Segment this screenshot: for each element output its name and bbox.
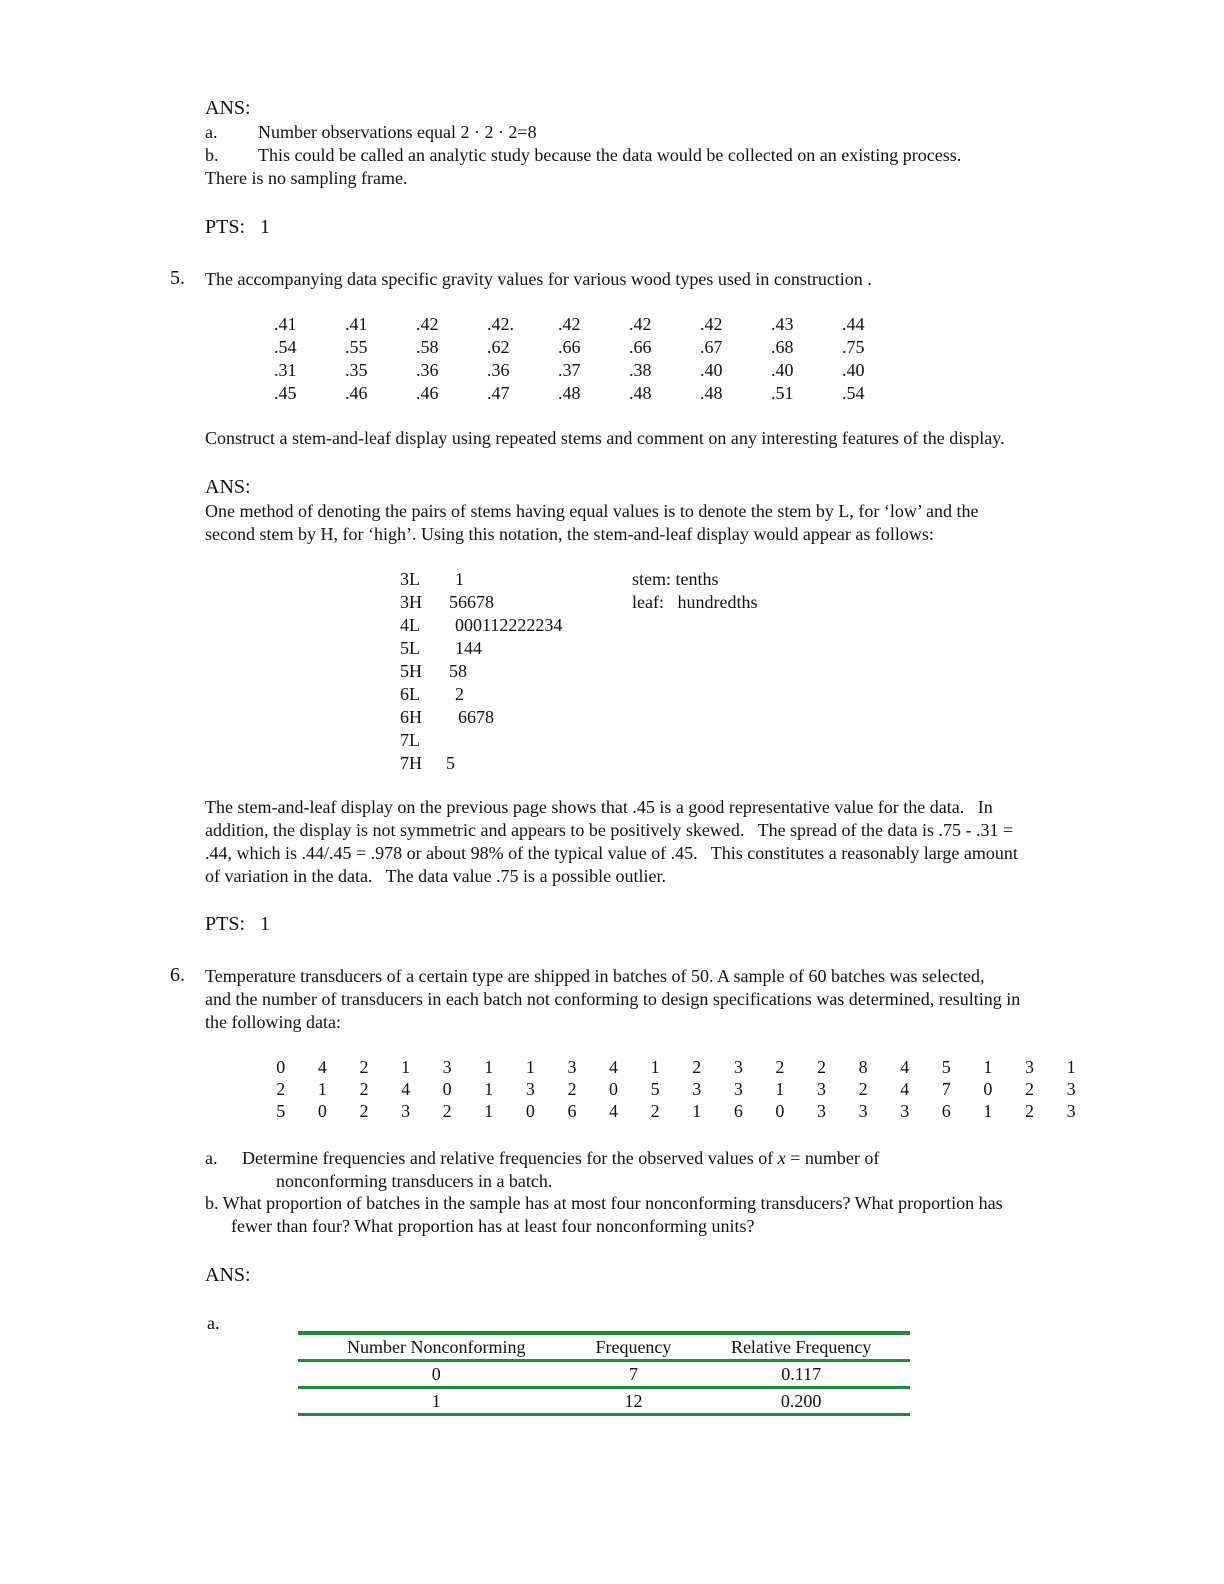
data-cell: 3	[1066, 1079, 1076, 1099]
data-cell: 1	[650, 1057, 660, 1077]
table-cell: 0.200	[780, 1390, 822, 1411]
stem-leaf-row	[400, 706, 562, 729]
question-number: 5.	[170, 267, 185, 289]
data-cell: 3	[900, 1101, 910, 1121]
part-a-text: Determine frequencies and relative frequencies for the observed values of x = number of	[242, 1148, 880, 1168]
data-cell: 2	[817, 1057, 827, 1077]
comment-line: addition, the display is not symmetric and appears to be positively skewed. The spread of the data is .75 - .31 =	[205, 820, 1014, 840]
column-header: Relative Frequency	[730, 1336, 872, 1357]
ans-a-marker: a.	[205, 122, 218, 142]
data-cell: 3	[525, 1079, 535, 1099]
leaf: 000112222234	[455, 615, 563, 635]
data-cell: .44	[842, 314, 865, 334]
data-cell: .42	[629, 314, 652, 334]
table-cell: 7	[628, 1363, 638, 1384]
ans-label: ANS:	[205, 97, 251, 119]
data-cell: .54	[842, 383, 865, 403]
data-cell: .36	[487, 360, 510, 380]
data-cell: .42	[416, 314, 439, 334]
data-cell: 0	[442, 1079, 452, 1099]
frequency-table	[298, 1331, 910, 1416]
leaf: 58	[449, 661, 467, 681]
stem: 5L	[400, 638, 420, 658]
data-cell: .41	[274, 314, 297, 334]
data-cell: 1	[692, 1101, 702, 1121]
data-cell: 3	[858, 1101, 868, 1121]
data-cell: 0	[525, 1101, 535, 1121]
instruction: Construct a stem-and-leaf display using repeated stems and comment on any interesting features of the display.	[205, 428, 1005, 448]
data-cell: 2	[359, 1057, 369, 1077]
comment-line: .44, which is .44/.45 = .978 or about 98% of the typical value of .45. This constitutes a reasonably large amount	[205, 843, 1018, 863]
data-cell: 1	[983, 1057, 993, 1077]
data-cell: .45	[274, 383, 297, 403]
data-cell: 3	[567, 1057, 577, 1077]
data-cell: 4	[401, 1079, 411, 1099]
data-cell: 3	[817, 1101, 827, 1121]
data-cell: 4	[317, 1057, 327, 1077]
question-number: 6.	[170, 964, 185, 986]
stem-leaf-row	[400, 729, 562, 752]
data-cell: 2	[1024, 1079, 1034, 1099]
data-cell: 2	[858, 1079, 868, 1099]
data-cell: 1	[484, 1079, 494, 1099]
answer-text: One method of denoting the pairs of stems having equal values is to denote the stem by L, for ‘low’ and the	[205, 501, 979, 521]
data-cell: 6	[733, 1101, 743, 1121]
stem: 6H	[400, 707, 422, 727]
data-cell: 2	[567, 1079, 577, 1099]
data-cell: .55	[345, 337, 368, 357]
ans-label: ANS:	[205, 1264, 251, 1286]
ans-a-marker: a.	[207, 1313, 220, 1333]
data-cell: 1	[1066, 1057, 1076, 1077]
data-cell: 0	[609, 1079, 619, 1099]
data-cell: 1	[525, 1057, 535, 1077]
data-cell: 2	[1024, 1101, 1034, 1121]
data-cell: .54	[274, 337, 297, 357]
stem: 6L	[400, 684, 420, 704]
data-cell: .46	[416, 383, 439, 403]
leaf: 6678	[458, 707, 494, 727]
data-cell: 4	[900, 1057, 910, 1077]
stem-leaf-row	[400, 614, 562, 637]
table-row	[298, 1361, 910, 1388]
data-cell: .43	[771, 314, 794, 334]
data-cell: .58	[416, 337, 439, 357]
data-cell: 2	[442, 1101, 452, 1121]
leaf: 1	[455, 569, 464, 589]
comment-line: of variation in the data. The data value .75 is a possible outlier.	[205, 866, 667, 886]
data-cell: 3	[733, 1079, 743, 1099]
stem: 4L	[400, 615, 420, 635]
data-cell: 6	[567, 1101, 577, 1121]
leaf: 5	[446, 753, 455, 773]
data-cell: 4	[900, 1079, 910, 1099]
points: PTS: 1	[205, 216, 271, 238]
data-table	[260, 1056, 1092, 1122]
data-cell: .67	[700, 337, 723, 357]
table-cell: 0	[431, 1363, 441, 1384]
data-cell: 2	[359, 1101, 369, 1121]
stem: 7L	[400, 730, 420, 750]
ans-b-continuation: There is no sampling frame.	[205, 168, 408, 188]
part-b-text: b. What proportion of batches in the sample has at most four nonconforming transducers? What proportion has	[205, 1193, 1003, 1213]
table-cell: 12	[624, 1390, 643, 1411]
stem-leaf-row	[400, 660, 562, 683]
data-cell: .47	[487, 383, 510, 403]
question-prompt: the following data:	[205, 1012, 341, 1032]
data-cell: 0	[276, 1057, 286, 1077]
stem: 5H	[400, 661, 422, 681]
answer-text: second stem by H, for ‘high’. Using this notation, the stem-and-leaf display would appear as follows:	[205, 524, 934, 544]
data-cell: .31	[274, 360, 297, 380]
data-cell: 1	[983, 1101, 993, 1121]
data-cell: 2	[276, 1079, 286, 1099]
data-cell: 5	[276, 1101, 286, 1121]
stem-leaf-row	[400, 568, 562, 591]
data-cell: 1	[317, 1079, 327, 1099]
data-cell: .75	[842, 337, 865, 357]
table-cell: 1	[431, 1390, 441, 1411]
stem: 3H	[400, 592, 422, 612]
data-cell: 5	[650, 1079, 660, 1099]
data-cell: .66	[629, 337, 652, 357]
data-cell: .66	[558, 337, 581, 357]
data-cell: .40	[842, 360, 865, 380]
table-row	[298, 1388, 910, 1415]
data-cell: 3	[442, 1057, 452, 1077]
data-cell: 2	[692, 1057, 702, 1077]
data-cell: 1	[775, 1079, 785, 1099]
data-cell: 7	[941, 1079, 951, 1099]
data-cell: .40	[771, 360, 794, 380]
data-cell: 2	[359, 1079, 369, 1099]
data-cell: 3	[1024, 1057, 1034, 1077]
data-cell: .36	[416, 360, 439, 380]
data-cell: 6	[941, 1101, 951, 1121]
part-b-text: fewer than four? What proportion has at least four nonconforming units?	[231, 1216, 755, 1236]
data-cell: .42	[700, 314, 723, 334]
data-cell: .41	[345, 314, 368, 334]
table-header-row	[298, 1333, 910, 1361]
data-cell: .48	[558, 383, 581, 403]
stem-key: stem: tenths	[632, 569, 719, 589]
stem-leaf-row	[400, 637, 562, 660]
stem-leaf-row	[400, 752, 562, 775]
ans-b-text: This could be called an analytic study because the data would be collected on an existing process.	[258, 145, 962, 165]
data-cell: .48	[700, 383, 723, 403]
leaf-key: leaf: hundredths	[632, 592, 758, 612]
points: PTS: 1	[205, 913, 271, 935]
data-cell: 8	[858, 1057, 868, 1077]
part-a-text: nonconforming transducers in a batch.	[276, 1171, 553, 1191]
data-cell: 4	[609, 1057, 619, 1077]
data-cell: 2	[775, 1057, 785, 1077]
data-cell: 1	[484, 1101, 494, 1121]
data-cell: 3	[733, 1057, 743, 1077]
data-cell: .62	[487, 337, 510, 357]
leaf: 144	[455, 638, 482, 658]
data-cell: 0	[317, 1101, 327, 1121]
leaf: 56678	[449, 592, 494, 612]
stem: 3L	[400, 569, 420, 589]
data-cell: .68	[771, 337, 794, 357]
data-cell: 5	[941, 1057, 951, 1077]
stem-leaf-row	[400, 591, 562, 614]
ans-b-marker: b.	[205, 145, 219, 165]
question-prompt: Temperature transducers of a certain type are shipped in batches of 50. A sample of 60 batches was selected,	[205, 966, 985, 986]
data-cell: 2	[650, 1101, 660, 1121]
data-cell: .42	[558, 314, 581, 334]
data-cell: 1	[401, 1057, 411, 1077]
data-cell: 0	[775, 1101, 785, 1121]
data-cell: 3	[692, 1079, 702, 1099]
data-table	[274, 313, 913, 405]
data-cell: .48	[629, 383, 652, 403]
stem-and-leaf-display	[400, 568, 562, 775]
data-cell: 3	[401, 1101, 411, 1121]
question-prompt: and the number of transducers in each batch not conforming to design specifications was determined, resulting in	[205, 989, 1021, 1009]
data-cell: .40	[700, 360, 723, 380]
table-cell: 0.117	[781, 1363, 822, 1384]
data-cell: .38	[629, 360, 652, 380]
ans-a-text: Number observations equal 2 · 2 · 2=8	[258, 122, 537, 142]
stem: 7H	[400, 753, 422, 773]
data-cell: 3	[817, 1079, 827, 1099]
comment-line: The stem-and-leaf display on the previous page shows that .45 is a good representative value for the data. In	[205, 797, 993, 817]
data-cell: .35	[345, 360, 368, 380]
data-cell: .46	[345, 383, 368, 403]
stem-leaf-row	[400, 683, 562, 706]
column-header: Frequency	[595, 1336, 672, 1357]
data-cell: 4	[609, 1101, 619, 1121]
data-cell: .51	[771, 383, 794, 403]
ans-label: ANS:	[205, 476, 251, 498]
leaf: 2	[455, 684, 464, 704]
column-header: Number Nonconforming	[347, 1336, 526, 1357]
data-cell: .37	[558, 360, 581, 380]
data-cell: 0	[983, 1079, 993, 1099]
part-a-marker: a.	[205, 1148, 218, 1168]
question-prompt: The accompanying data specific gravity values for various wood types used in construction .	[205, 269, 872, 289]
data-cell: 3	[1066, 1101, 1076, 1121]
data-cell: .42.	[487, 314, 514, 334]
data-cell: 1	[484, 1057, 494, 1077]
